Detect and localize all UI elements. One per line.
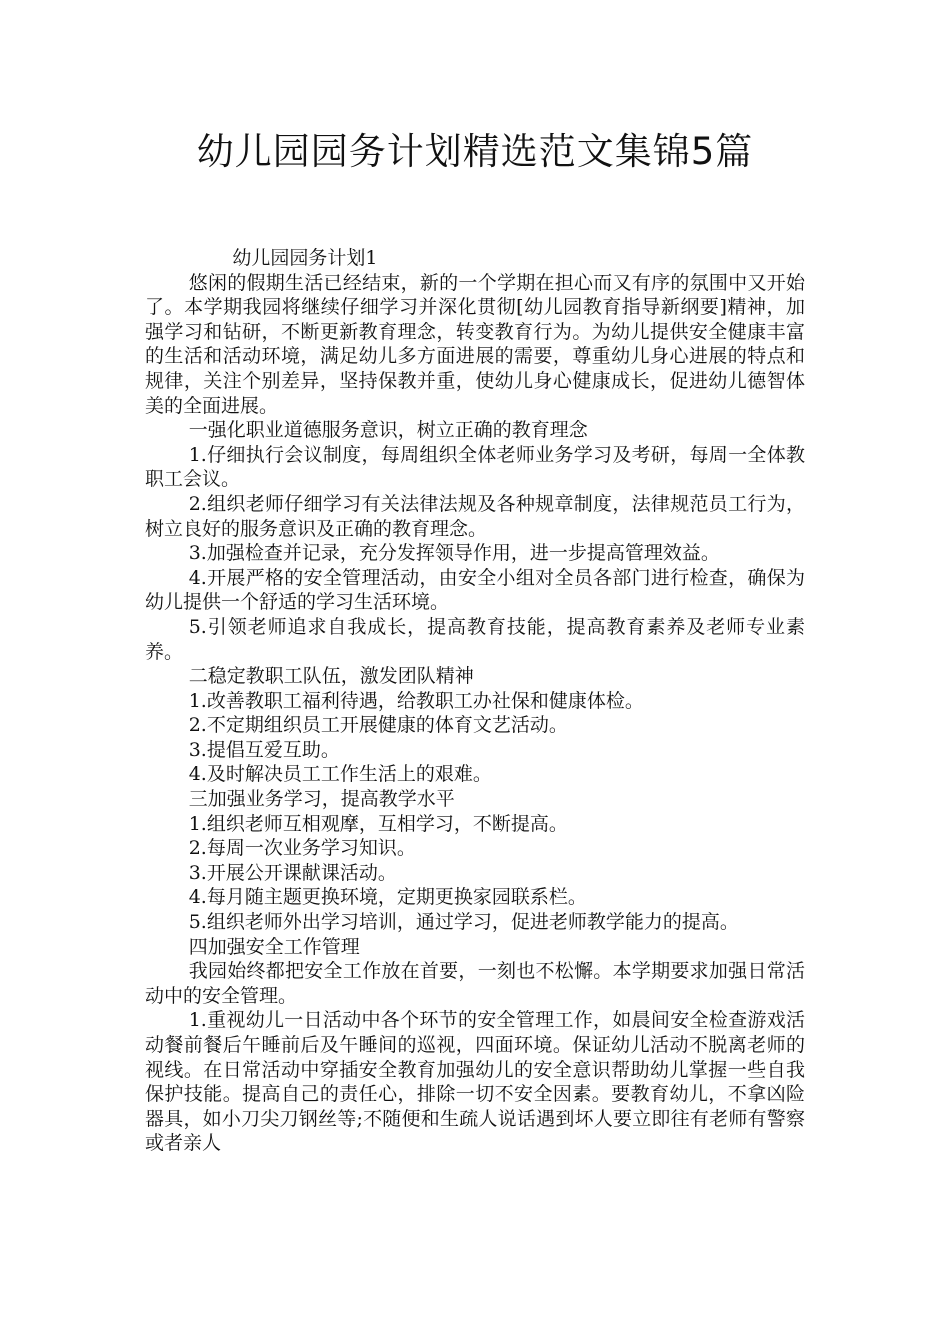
paragraph: 5.组织老师外出学习培训，通过学习，促进老师教学能力的提高。 — [188, 911, 739, 934]
paragraph: 2.组织老师仔细学习有关法律法规及各种规章制度，法律规范员工行为，树立良好的服务意识及正确的教育理念。 — [145, 492, 805, 540]
section-heading: 幼儿园园务计划1 — [232, 247, 378, 269]
paragraph: 四加强安全工作管理 — [188, 935, 360, 958]
paragraph: 2.不定期组织员工开展健康的体育文艺活动。 — [188, 714, 568, 737]
paragraph: 3.加强检查并记录，充分发挥领导作用，进一步提高管理效益。 — [188, 542, 720, 565]
paragraph: 1.仔细执行会议制度，每周组织全体老师业务学习及考研，每周一全体教职工会议。 — [145, 443, 805, 491]
paragraph: 悠闲的假期生活已经结束，新的一个学期在担心而又有序的氛围中又开始了。本学期我园将继续仔细学习并深化贯彻[幼儿园教育指导新纲要]精神，加强学习和钻研，不断更新教育理念，转变教育行为。为幼儿提供安全健康丰富的生活和活动环境，满足幼儿多方面进展的需要，尊重幼儿身心进展的特点和规律，关注个别差异，坚持保教并重，使幼儿身心健康成长，促进幼儿德智体美的全面进展。 — [145, 271, 805, 417]
paragraph: 1.组织老师互相观摩，互相学习，不断提高。 — [188, 812, 568, 835]
paragraph: 3.开展公开课献课活动。 — [188, 861, 397, 884]
paragraph: 4.每月随主题更换环境，定期更换家园联系栏。 — [188, 886, 587, 909]
paragraph: 二稳定教职工队伍，激发团队精神 — [188, 665, 474, 688]
paragraph: 我园始终都把安全工作放在首要，一刻也不松懈。本学期要求加强日常活动中的安全管理。 — [145, 960, 805, 1007]
paragraph: 3.提倡互爱互助。 — [188, 738, 340, 761]
paragraph: 4.开展严格的安全管理活动，由安全小组对全员各部门进行检查，确保为幼儿提供一个舒适的学习生活环境。 — [145, 566, 805, 614]
paragraph: 1.重视幼儿一日活动中各个环节的安全管理工作，如晨间安全检查游戏活动餐前餐后午睡前后及午睡间的巡视，四面环境。保证幼儿活动不脱离老师的视线。在日常活动中穿插安全教育加强幼儿的安全意识帮助幼儿掌握一些自我保护技能。提高自己的责任心，排除一切不安全因素。要教育幼儿，不拿凶险器具，如小刀尖刀钢丝等;不随便和生疏人说话遇到坏人要立即往有老师有警察或者亲人 — [145, 1009, 805, 1155]
paragraph: 5.引领老师追求自我成长，提高教育技能，提高教育素养及老师专业素养。 — [145, 615, 805, 663]
paragraph: 1.改善教职工福利待遇，给教职工办社保和健康体检。 — [188, 689, 644, 712]
document-title: 幼儿园园务计划精选范文集锦5篇 — [196, 130, 754, 173]
document-body — [145, 246, 805, 1156]
paragraph: 一强化职业道德服务意识，树立正确的教育理念 — [188, 419, 588, 442]
paragraph: 2.每周一次业务学习知识。 — [188, 837, 416, 860]
paragraph: 4.及时解决员工工作生活上的艰难。 — [188, 763, 492, 786]
paragraph: 三加强业务学习，提高教学水平 — [188, 788, 455, 811]
